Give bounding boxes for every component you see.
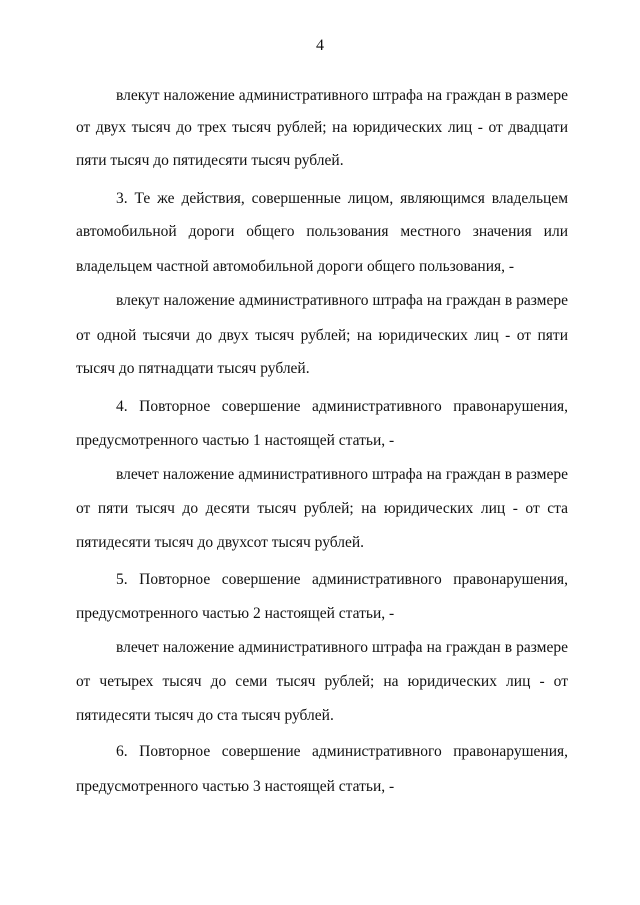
text-line: предусмотренного частью 1 настоящей статьи, - <box>76 432 395 449</box>
text-line: 3. Те же действия, совершенные лицом, являющимся владельцем <box>116 190 568 207</box>
text-line: 6. Повторное совершение административного правонарушения, <box>116 743 568 760</box>
text-line: предусмотренного частью 3 настоящей статьи, - <box>76 778 395 795</box>
text-line: владельцем частной автомобильной дороги общего пользования, - <box>76 258 515 275</box>
page-number: 4 <box>316 37 324 54</box>
text-line: пятидесяти тысяч до двухсот тысяч рублей. <box>76 534 365 551</box>
text-line: автомобильной дороги общего пользования местного значения или <box>76 223 568 240</box>
text-line: влечет наложение административного штрафа на граждан в размере <box>116 466 568 483</box>
text-line: влекут наложение административного штрафа на граждан в размере <box>116 87 568 104</box>
text-line: от четырех тысяч до семи тысяч рублей; на юридических лиц - от <box>76 673 568 690</box>
text-line: влечет наложение административного штрафа на граждан в размере <box>116 639 568 656</box>
text-line: от пяти тысяч до десяти тысяч рублей; на юридических лиц - от ста <box>76 500 568 517</box>
text-line: пяти тысяч до пятидесяти тысяч рублей. <box>76 152 344 169</box>
text-line: 5. Повторное совершение административного правонарушения, <box>116 571 568 588</box>
text-line: предусмотренного частью 2 настоящей статьи, - <box>76 605 395 622</box>
text-line: от двух тысяч до трех тысяч рублей; на юридических лиц - от двадцати <box>76 119 568 136</box>
text-line: пятидесяти тысяч до ста тысяч рублей. <box>76 707 334 724</box>
text-line: влекут наложение административного штрафа на граждан в размере <box>116 292 568 309</box>
text-line: тысяч до пятнадцати тысяч рублей. <box>76 360 310 377</box>
text-line: от одной тысячи до двух тысяч рублей; на юридических лиц - от пяти <box>76 327 568 344</box>
text-line: 4. Повторное совершение административного правонарушения, <box>116 398 568 415</box>
